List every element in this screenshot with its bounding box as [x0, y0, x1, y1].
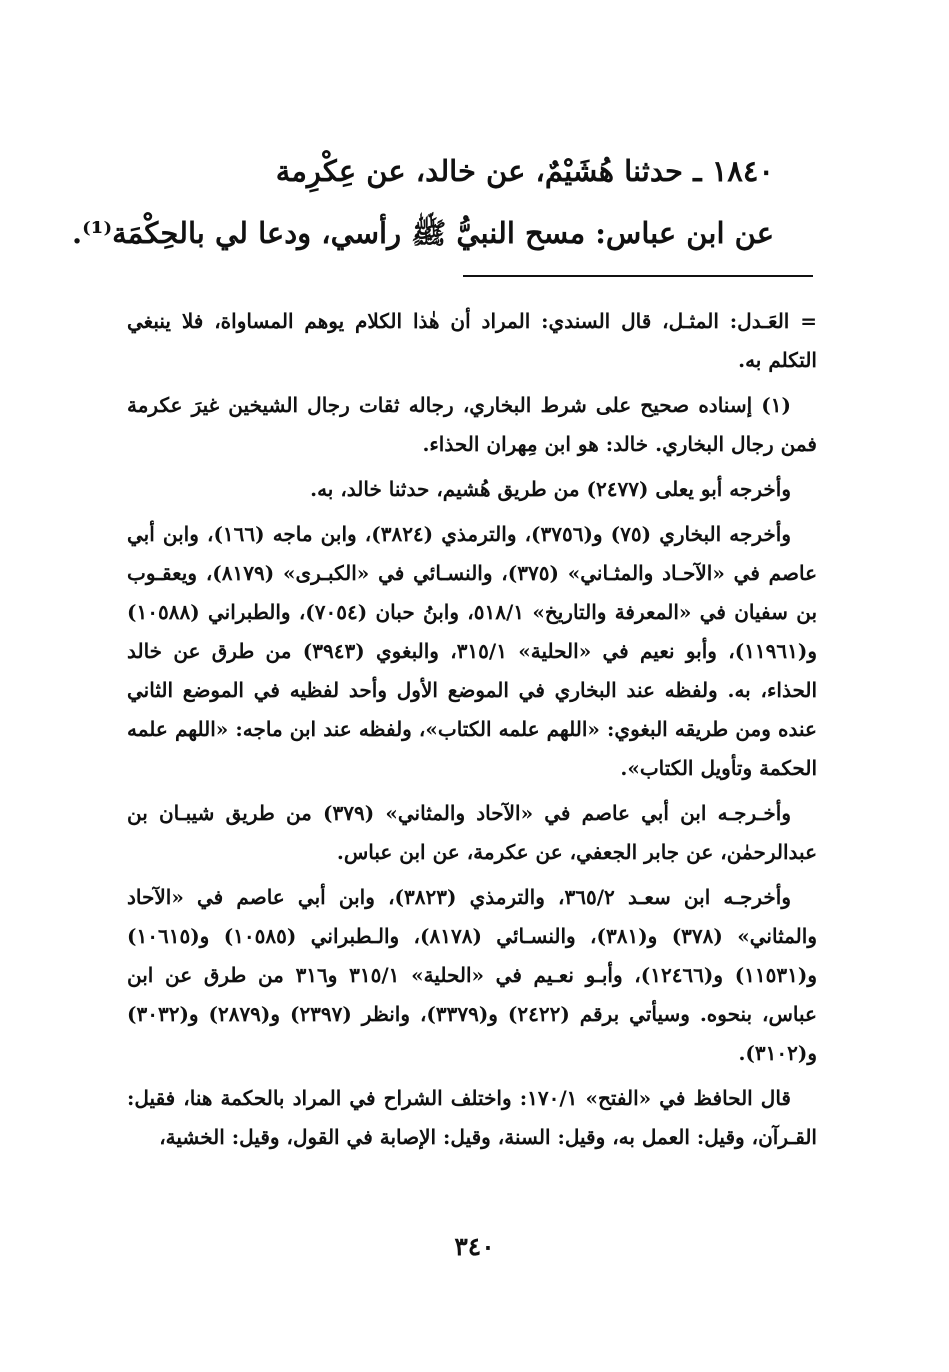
footnotes [127, 302, 817, 1163]
page-number: ٣٤٠ [454, 1232, 495, 1261]
hadith-text [72, 140, 774, 264]
hadith-line-2: عن ابن عباس: مسح النبيُّ ﷺ رأسي، ودعا لي بالحِكْمَة⁽¹⁾. [72, 216, 774, 250]
footnote-paragraph: وأخـرجـه ابن أبي عاصم في «الآحاد والمثاني» (٣٧٩) من طريق شيبـان بن عبدالرحمٰن، عن جابر الجعفي، عن عكرمة، عن ابن عباس. [127, 801, 817, 864]
footnote-continuation: = العَـدل: المثـل، قال السندي: المراد أن هٰذا الكلام يوهم المساواة، فلا ينبغي التكلم به. [127, 309, 817, 372]
footnote-paragraph: وأخرجه أبو يعلى (٢٤٧٧) من طريق هُشيم، حدثنا خالد، به. [310, 477, 791, 501]
footnote-paragraph: وأخرجه البخاري (٧٥) و(٣٧٥٦)، والترمذي (٣٨٢٤)، وابن ماجه (١٦٦)، وابن أبي عاصم في «الآحـاد والمثـاني» (٣٧٥)، والنسـائي في «الكبـرى» (٨١٧٩)، ويعقـوب بن سفيان في «المعرفة والتاريخ» ٥١٨/١، وابنُ حبان (٧٠٥٤)، والطبراني (١٠٥٨٨) و(١١٩٦١)، وأبو نعيم في «الحلية» ٣١٥/١، والبغوي (٣٩٤٣) من طرق عن خالد الحذاء، به. ولفظه عند البخاري في الموضع الأول وأحد لفظيه في الموضع الثاني عنده ومن طريقه البغوي: «اللهم علمه الكتاب»، ولفظه عند ابن ماجه: «اللهم علمه الحكمة وتأويل الكتاب». [127, 522, 818, 780]
footnote-separator [463, 275, 813, 277]
footnote-paragraph: وأخرجـه ابن سعـد ٣٦٥/٢، والترمذي (٣٨٢٣)، وابن أبي عاصم في «الآحاد والمثاني» (٣٧٨) و(٣٨١)، والنسـائي (٨١٧٨)، والـطبراني (١٠٥٨٥) و(١٠٦١٥) و(١١٥٣١) و(١٢٤٦٦)، وأبـو نعـيم في «الحلية» ٣١٥/١ و٣١٦ من طرق عن ابن عباس، بنحوه. وسيأتي برقم (٢٤٢٢) و(٣٣٧٩)، وانظر (٢٣٩٧) و(٢٨٧٩) و(٣٠٣٢) و(٣١٠٢). [127, 885, 818, 1065]
hadith-line-1: ١٨٤٠ ـ حدثنا هُشَيْمٌ، عن خالد، عن عِكْرِمة [275, 154, 774, 188]
footnote-paragraph: قال الحافظ في «الفتح» ١٧٠/١: واختلف الشراح في المراد بالحكمة هنا، فقيل: القـرآن، وقيل: العمل به، وقيل: السنة، وقيل: الإصابة في القول، وقيل: الخشية، [127, 1086, 817, 1149]
footnote-1: (١) إسناده صحيح على شرط البخاري، رجاله ثقات رجال الشيخين غيرَ عكرمة فمن رجال البخاري. خالد: هو ابن مِهران الحذاء. [127, 393, 817, 456]
